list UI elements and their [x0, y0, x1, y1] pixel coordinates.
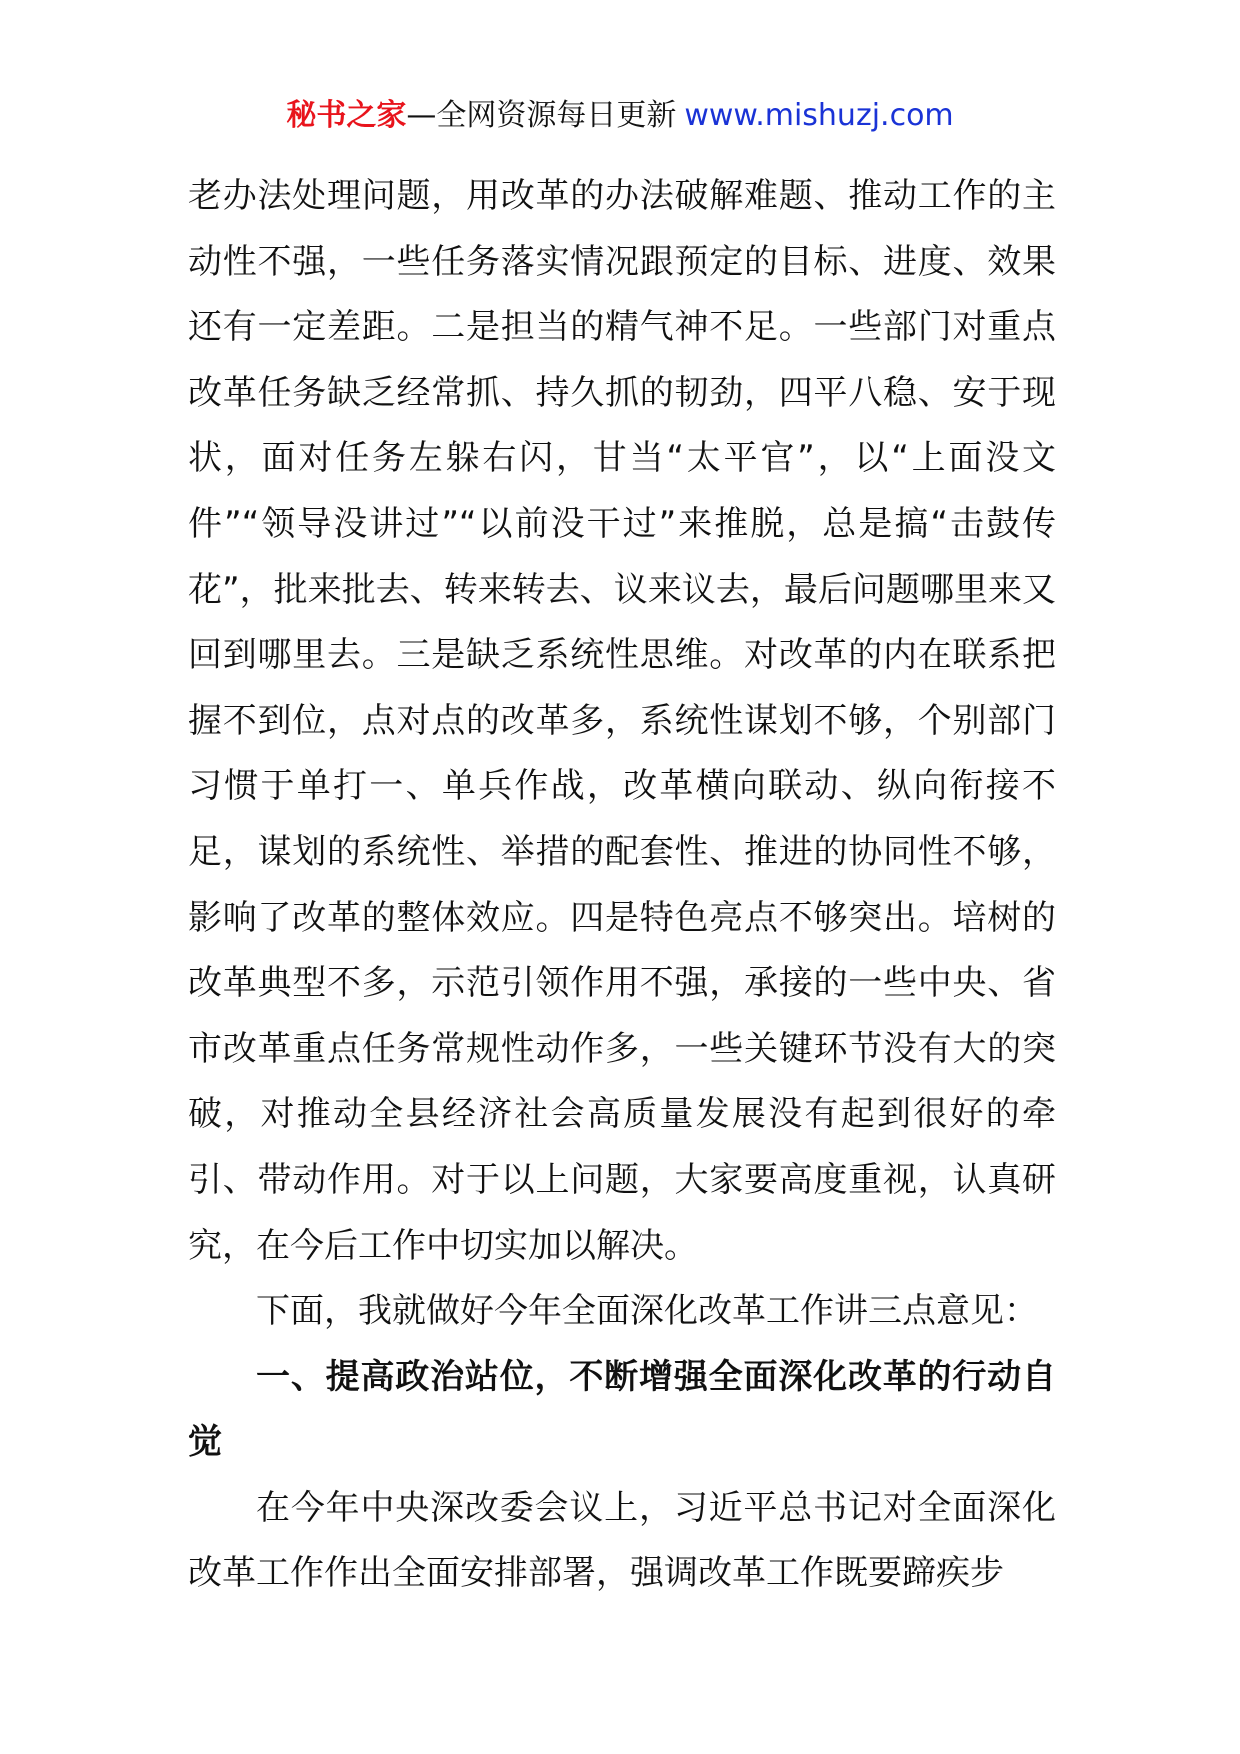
body-paragraph-section-1: 在今年中央深改委会议上，习近平总书记对全面深化改革工作作出全面安排部署，强调改革工作既要蹄疾步	[188, 1487, 1056, 1594]
page-header	[0, 96, 1240, 136]
document-body	[188, 164, 1056, 1607]
header-tagline: —全网资源每日更新	[406, 98, 677, 133]
section-heading-1: 一、提高政治站位，不断增强全面深化改革的行动自觉	[188, 1356, 1056, 1463]
site-url[interactable]: www.mishuzj.com	[684, 98, 954, 133]
body-paragraph-problems: 老办法处理问题，用改革的办法破解难题、推动工作的主动性不强，一些任务落实情况跟预定的目标、进度、效果还有一定差距。二是担当的精气神不足。一些部门对重点改革任务缺乏经常抓、持久抓的韧劲，四平八稳、安于现状，面对任务左躲右闪，甘当“太平官”，以“上面没文件”“领导没讲过”“以前没干过”来推脱，总是搞“击鼓传花”，批来批去、转来转去、议来议去，最后问题哪里来又回到哪里去。三是缺乏系统性思维。对改革的内在联系把握不到位，点对点的改革多，系统性谋划不够，个别部门习惯于单打一、单兵作战，改革横向联动、纵向衔接不足，谋划的系统性、举措的配套性、推进的协同性不够，影响了改革的整体效应。四是特色亮点不够突出。培树的改革典型不多，示范引领作用不强，承接的一些中央、省市改革重点任务常规性动作多，一些关键环节没有大的突破，对推动全县经济社会高质量发展没有起到很好的牵引、带动作用。对于以上问题，大家要高度重视，认真研究，在今后工作中切实加以解决。	[188, 176, 1056, 1266]
brand-name: 秘书之家	[286, 98, 407, 133]
body-paragraph-intro: 下面，我就做好今年全面深化改革工作讲三点意见：	[256, 1291, 1038, 1332]
